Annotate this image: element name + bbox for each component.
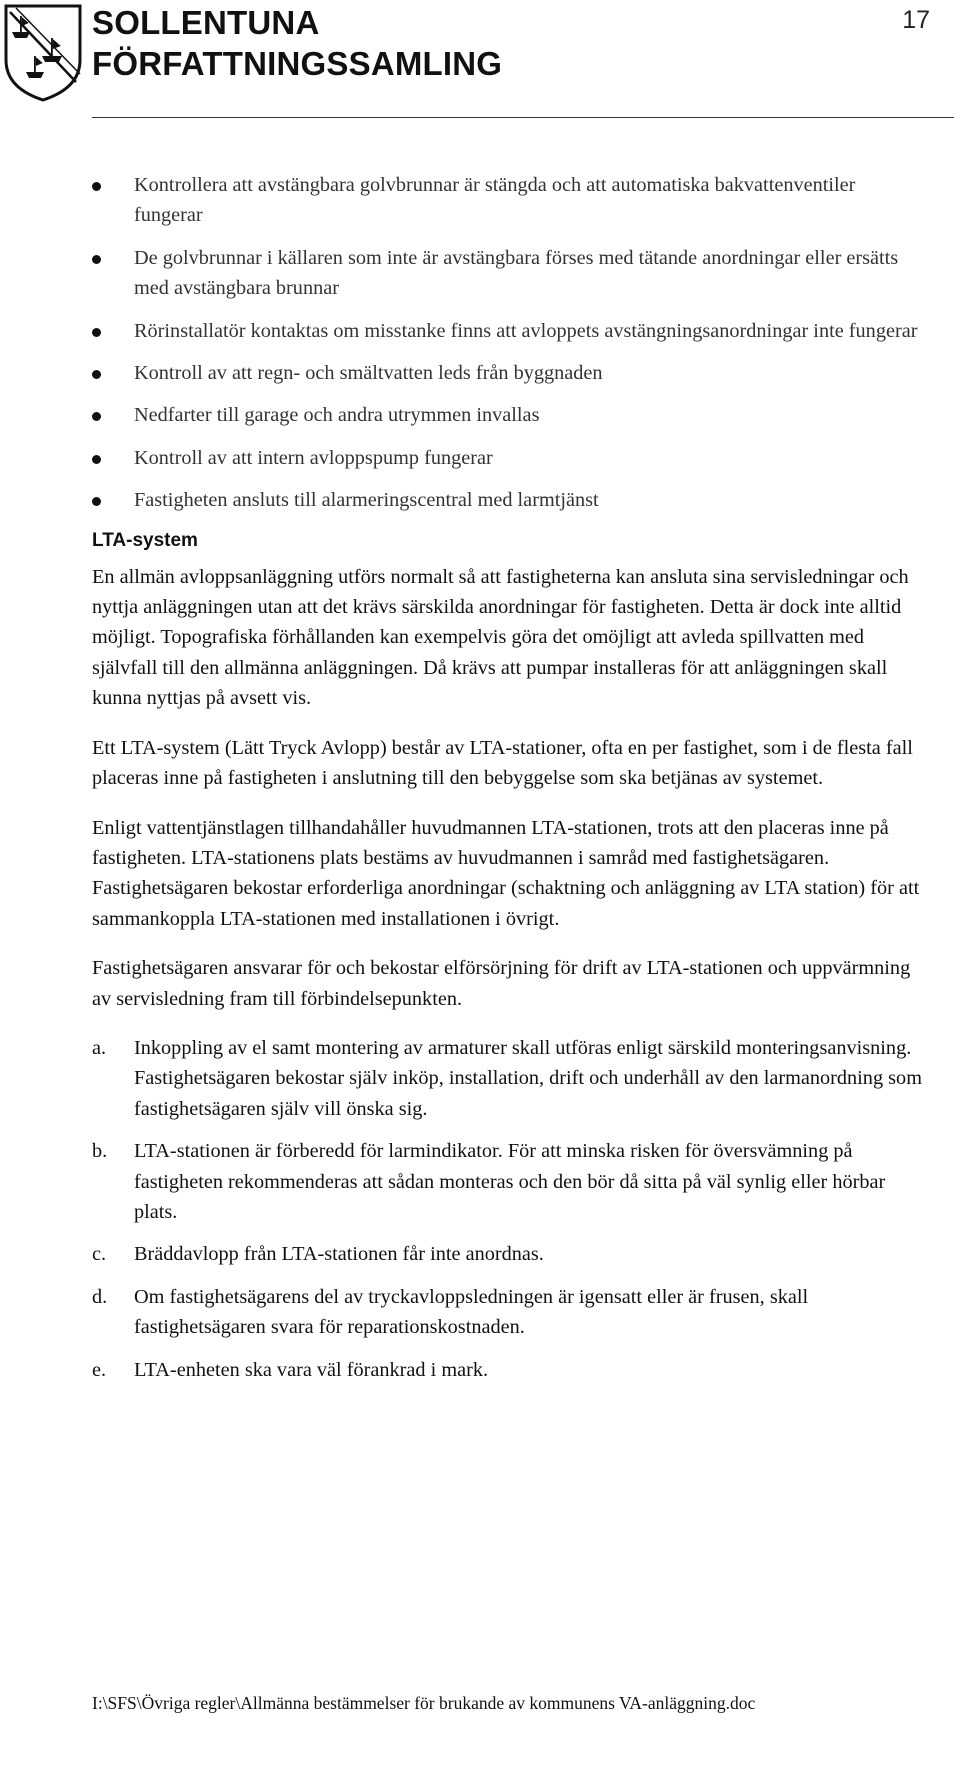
item-text: LTA-stationen är förberedd för larmindikator. För att minska risken för översvämning på fastigheten rekommenderas att sådan monteras och den bör då sitta på väl synlig eller hörbar plats. [134, 1140, 886, 1223]
bullet-icon [92, 412, 101, 421]
municipal-crest-logo [2, 2, 84, 102]
bullet-list [92, 170, 922, 516]
bullet-text: De golvbrunnar i källaren som inte är avstängbara förses med tätande anordningar eller ersätts med avstängbara brunnar [134, 246, 899, 300]
bullet-icon [92, 255, 101, 264]
item-label: c. [92, 1243, 107, 1266]
bullet-text: Kontroll av att regn- och smältvatten leds från byggnaden [134, 362, 603, 385]
footer-file-path: I:\SFS\Övriga regler\Allmänna bestämmelser för brukande av kommunens VA-anläggning.doc [92, 1693, 756, 1713]
bullet-item [92, 170, 922, 231]
header-title-line2: FÖRFATTNINGSSAMLING [92, 45, 503, 82]
bullet-icon [92, 328, 101, 337]
bullet-item [92, 485, 922, 515]
paragraph: Enligt vattentjänstlagen tillhandahåller huvudmannen LTA-stationen, trots att den placeras inne på fastigheten. LTA-stationens plats bestäms av huvudmannen i samråd med fastighetsägaren. Fastighetsägaren bekostar erforderliga anordningar (schaktning och anläggning av LTA station) för att sammankoppla LTA-stationen med installationen i övrigt. [92, 816, 920, 930]
lettered-item [92, 1033, 922, 1124]
item-text: Inkoppling av el samt montering av armaturer skall utföras enligt särskild monteringsanvisning. Fastighetsägaren bekostar själv inköp, installation, drift och underhåll av den larmanordning som fastighetsägaren själv vill önska sig. [134, 1036, 922, 1120]
bullet-text: Nedfarter till garage och andra utrymmen invallas [134, 404, 540, 427]
bullet-text: Rörinstallatör kontaktas om misstanke finns att avloppets avstängningsanordningar inte fungerar [134, 319, 918, 342]
paragraph: En allmän avloppsanläggning utförs normalt så att fastigheterna kan ansluta sina servisledningar och nyttja anläggningen utan att det krävs särskilda anordningar för fastigheten. Detta är dock inte alltid möjligt. Topografiska förhållanden kan exempelvis göra det omöjligt att avleda spillvatten med självfall till den allmänna anläggningen. Då krävs att pumpar installeras för att anläggningen skall kunna nyttjas på avsett vis. [92, 565, 909, 710]
page-header [0, 0, 960, 125]
bullet-text: Fastigheten ansluts till alarmeringscentral med larmtjänst [134, 489, 599, 512]
bullet-item [92, 358, 922, 388]
lettered-item [92, 1239, 922, 1269]
bullet-icon [92, 455, 101, 464]
header-rule [92, 117, 954, 118]
paragraph: Fastighetsägaren ansvarar för och bekostar elförsörjning för drift av LTA-stationen och uppvärmning av servisledning fram till förbindelsepunkten. [92, 957, 911, 1010]
item-label: d. [92, 1285, 108, 1308]
lettered-list [92, 1033, 922, 1385]
bullet-icon [92, 182, 101, 191]
section-heading-lta: LTA-system [92, 529, 198, 551]
lettered-item [92, 1355, 922, 1385]
header-title-line1: SOLLENTUNA [92, 4, 320, 41]
item-label: a. [92, 1036, 107, 1059]
item-label: e. [92, 1358, 107, 1381]
item-text: Bräddavlopp från LTA-stationen får inte anordnas. [134, 1243, 544, 1266]
lettered-item [92, 1282, 922, 1343]
item-text: Om fastighetsägarens del av tryckavloppsledningen är igensatt eller är frusen, skall fastighetsägaren svara för reparationskostnaden. [134, 1285, 809, 1339]
document-body [92, 170, 922, 1397]
item-text: LTA-enheten ska vara väl förankrad i mark. [134, 1358, 489, 1381]
bullet-item [92, 400, 922, 430]
item-label: b. [92, 1140, 108, 1163]
paragraph: Ett LTA-system (Lätt Tryck Avlopp) består av LTA-stationer, ofta en per fastighet, som i de flesta fall placeras inne på fastigheten i anslutning till den bebyggelse som ska betjänas av systemet. [92, 736, 913, 790]
bullet-text: Kontroll av att intern avloppspump fungerar [134, 446, 493, 469]
page-number: 17 [902, 6, 930, 34]
bullet-item [92, 443, 922, 473]
bullet-icon [92, 497, 101, 506]
bullet-item [92, 316, 922, 346]
lettered-item [92, 1136, 922, 1227]
bullet-text: Kontrollera att avstängbara golvbrunnar är stängda och att automatiska bakvattenventiler fungerar [134, 174, 856, 227]
bullet-item [92, 243, 922, 304]
bullet-icon [92, 370, 101, 379]
